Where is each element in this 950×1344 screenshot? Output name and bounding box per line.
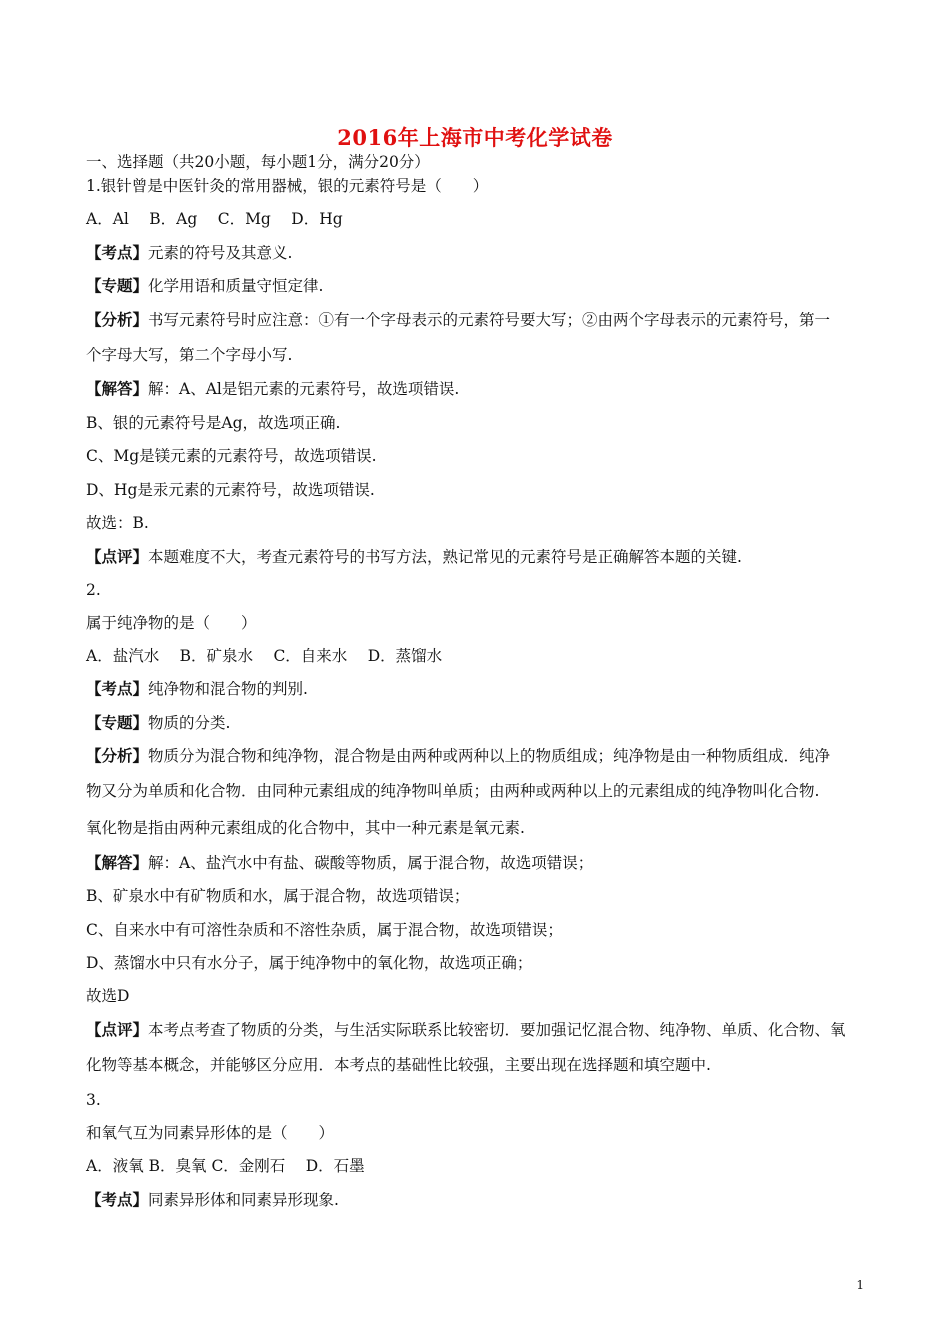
- text-line: [86, 379, 459, 399]
- line-text: 故选：B.: [86, 514, 149, 532]
- line-text: A．Al B．Ag C．Mg D．Hg: [86, 210, 343, 228]
- text-line: [86, 152, 430, 172]
- line-text: 解：A、盐汽水中有盐、碳酸等物质，属于混合物，故选项错误；: [148, 854, 594, 872]
- text-line: [86, 513, 149, 533]
- section-tag: 【解答】: [86, 379, 149, 398]
- text-line: [86, 781, 819, 801]
- line-text: 书写元素符号时应注意：①有一个字母表示的元素符号要大写；②由两个字母表示的元素符号，第一: [148, 311, 831, 329]
- line-text: 解：A、Al是铝元素的元素符号，故选项错误.: [148, 380, 460, 398]
- line-text: 2.: [86, 581, 101, 599]
- text-line: [86, 276, 323, 296]
- line-text: 本题难度不大，考查元素符号的书写方法，熟记常见的元素符号是正确解答本题的关键.: [148, 548, 742, 566]
- line-text: D、蒸馏水中只有水分子，属于纯净物中的氧化物，故选项正确；: [86, 954, 533, 972]
- line-text: 纯净物和混合物的判别.: [148, 680, 308, 698]
- section-tag: 【专题】: [86, 713, 149, 732]
- text-line: [86, 986, 129, 1006]
- section-tag: 【专题】: [86, 276, 149, 295]
- line-text: 和氧气互为同素异形体的是（ ）: [86, 1124, 335, 1142]
- text-line: [86, 953, 532, 973]
- line-text: C、Mg是镁元素的元素符号，故选项错误.: [86, 447, 377, 465]
- line-text: 1.银针曾是中医针灸的常用器械，银的元素符号是（ ）: [86, 177, 489, 195]
- line-text: D、Hg是汞元素的元素符号，故选项错误.: [86, 481, 375, 499]
- text-line: [86, 818, 525, 838]
- line-text: 化学用语和质量守恒定律.: [148, 277, 324, 295]
- section-tag: 【分析】: [86, 310, 149, 329]
- line-text: 元素的符号及其意义.: [148, 244, 293, 262]
- text-line: [86, 310, 830, 330]
- exam-title: 2016年上海市中考化学试卷: [337, 125, 613, 150]
- line-text: 氧化物是指由两种元素组成的化合物中，其中一种元素是氧元素.: [86, 819, 525, 837]
- text-line: [86, 1020, 846, 1040]
- text-line: [86, 480, 375, 500]
- section-tag: 【考点】: [86, 243, 149, 262]
- text-line: [86, 1190, 339, 1210]
- section-tag: 【点评】: [86, 1020, 149, 1039]
- text-line: [86, 920, 563, 940]
- line-text: 物又分为单质和化合物．由同种元素组成的纯净物叫单质；由两种或两种以上的元素组成的纯净物叫化合物.: [86, 782, 820, 800]
- line-text: 物质的分类.: [148, 714, 231, 732]
- text-line: [86, 679, 308, 699]
- text-line: [86, 1123, 334, 1143]
- text-line: [86, 547, 742, 567]
- line-text: 一、选择题（共20小题，每小题1分，满分20分）: [86, 153, 430, 171]
- line-text: B、银的元素符号是Ag，故选项正确.: [86, 414, 341, 432]
- line-text: 3.: [86, 1091, 101, 1109]
- section-tag: 【考点】: [86, 1190, 149, 1209]
- text-line: [86, 1055, 711, 1075]
- text-line: [86, 1156, 365, 1176]
- text-line: [86, 886, 469, 906]
- section-tag: 【点评】: [86, 547, 149, 566]
- line-text: 属于纯净物的是（ ）: [86, 614, 257, 632]
- text-line: [86, 413, 340, 433]
- line-text: B、矿泉水中有矿物质和水，属于混合物，故选项错误；: [86, 887, 470, 905]
- page-number: 1: [856, 1278, 864, 1292]
- line-text: 故选D: [86, 987, 130, 1005]
- line-text: A．液氧 B．臭氧 C．金刚石 D．石墨: [86, 1157, 365, 1175]
- section-tag: 【分析】: [86, 746, 149, 765]
- text-line: [86, 713, 230, 733]
- text-line: [86, 1090, 101, 1110]
- text-line: [86, 446, 377, 466]
- section-tag: 【解答】: [86, 853, 149, 872]
- text-line: [86, 853, 593, 873]
- text-line: [86, 176, 488, 196]
- text-line: [86, 345, 292, 365]
- line-text: A．盐汽水 B．矿泉水 C．自来水 D．蒸馏水: [86, 647, 443, 665]
- text-line: [86, 243, 292, 263]
- line-text: 同素异形体和同素异形现象.: [148, 1191, 339, 1209]
- text-line: [86, 646, 442, 666]
- text-line: [86, 580, 101, 600]
- text-line: [86, 613, 257, 633]
- text-line: [86, 209, 343, 229]
- line-text: 化物等基本概念，并能够区分应用．本考点的基础性比较强，主要出现在选择题和填空题中.: [86, 1056, 711, 1074]
- line-text: C、自来水中有可溶性杂质和不溶性杂质，属于混合物，故选项错误；: [86, 921, 563, 939]
- line-text: 物质分为混合物和纯净物，混合物是由两种或两种以上的物质组成；纯净物是由一种物质组成．纯净: [148, 747, 831, 765]
- text-line: [86, 746, 830, 766]
- line-text: 个字母大写，第二个字母小写.: [86, 346, 293, 364]
- line-text: 本考点考查了物质的分类，与生活实际联系比较密切．要加强记忆混合物、纯净物、单质、化合物、氧: [148, 1021, 846, 1039]
- section-tag: 【考点】: [86, 679, 149, 698]
